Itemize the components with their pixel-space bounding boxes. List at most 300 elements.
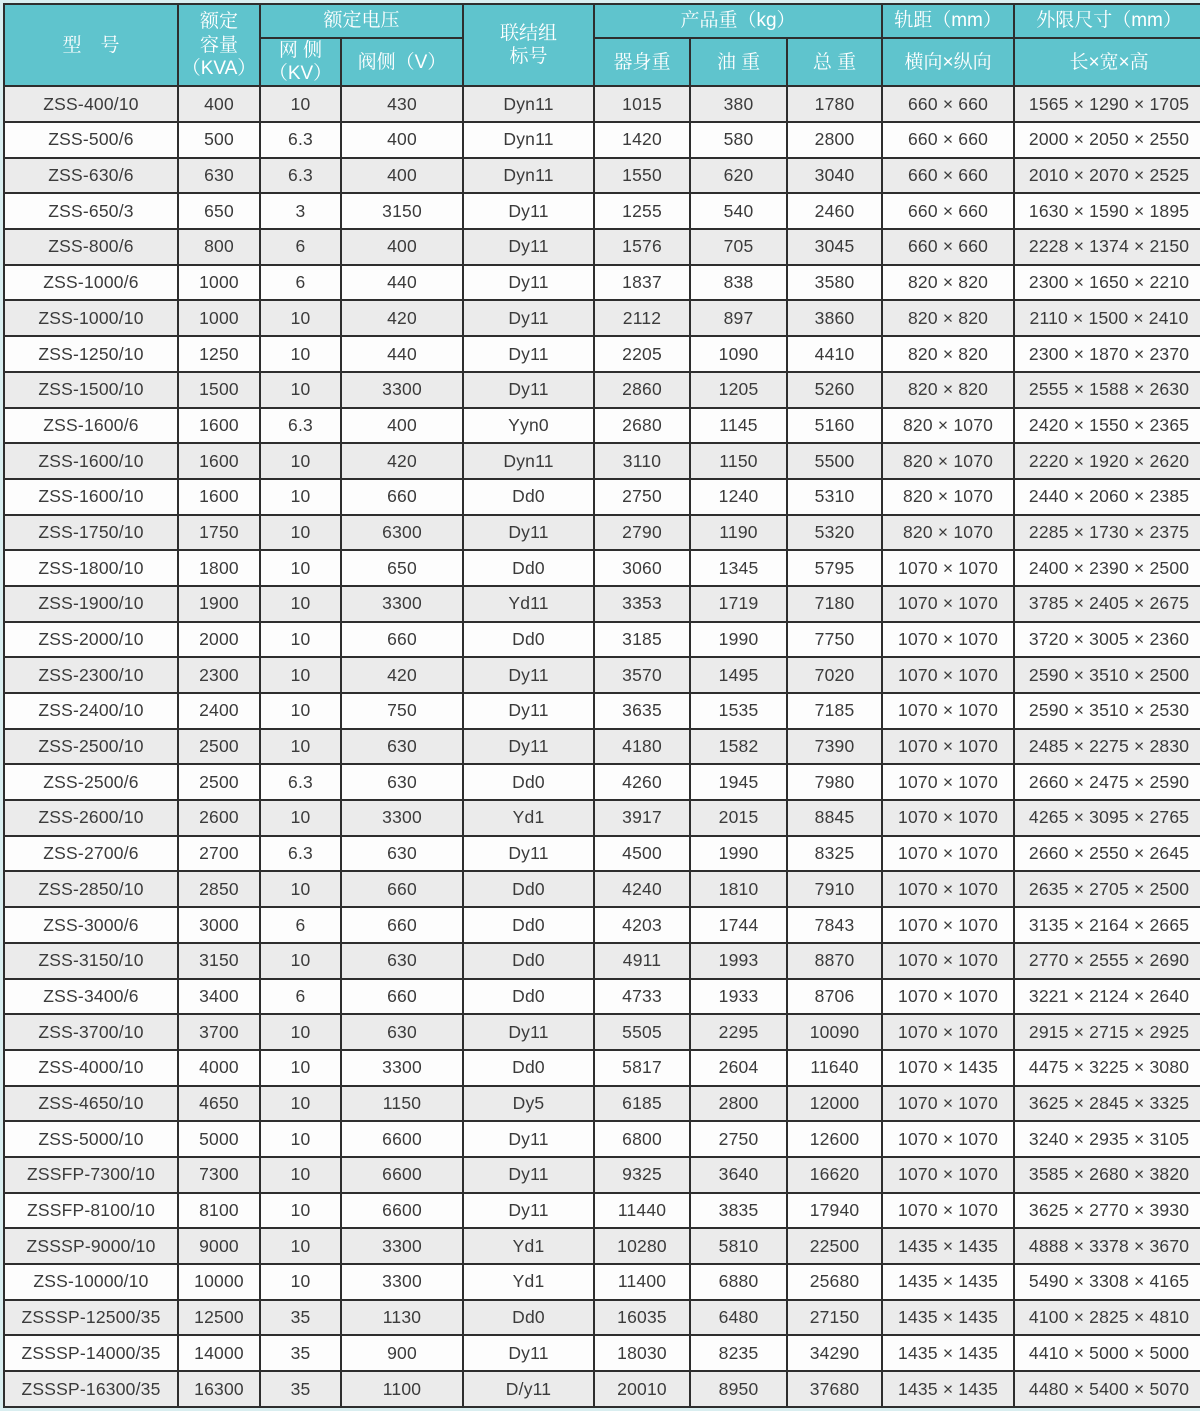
cell-model: ZSS-400/10 — [4, 86, 178, 122]
cell-valve-v: 630 — [341, 1014, 463, 1050]
header-label: 总 重 — [812, 51, 857, 73]
cell-total-kg: 27150 — [787, 1300, 882, 1336]
cell-model: ZSS-1000/6 — [4, 265, 178, 301]
cell-capacity: 4000 — [178, 1050, 260, 1086]
cell-dimensions: 4888 × 3378 × 3670 — [1014, 1228, 1200, 1264]
cell-valve-v: 3300 — [341, 1050, 463, 1086]
cell-total-kg: 8870 — [787, 943, 882, 979]
cell-valve-v: 630 — [341, 729, 463, 765]
cell-oil-kg: 8950 — [690, 1371, 787, 1407]
cell-capacity: 2850 — [178, 871, 260, 907]
cell-capacity: 2500 — [178, 729, 260, 765]
header-label: 额定 — [199, 11, 238, 33]
cell-model: ZSS-4650/10 — [4, 1086, 178, 1122]
cell-valve-v: 400 — [341, 408, 463, 444]
cell-gauge: 1435 × 1435 — [882, 1228, 1014, 1264]
table-row — [4, 1335, 1200, 1371]
cell-total-kg: 7843 — [787, 907, 882, 943]
cell-capacity: 8100 — [178, 1193, 260, 1229]
cell-oil-kg: 1240 — [690, 479, 787, 515]
cell-valve-v: 440 — [341, 336, 463, 372]
header-label: 器身重 — [613, 51, 671, 73]
cell-grid-kv: 10 — [260, 1157, 341, 1193]
cell-valve-v: 430 — [341, 86, 463, 122]
cell-dimensions: 2915 × 2715 × 2925 — [1014, 1014, 1200, 1050]
cell-valve-v: 3300 — [341, 1228, 463, 1264]
cell-grid-kv: 10 — [260, 1014, 341, 1050]
cell-connection: Dd0 — [463, 907, 594, 943]
cell-model: ZSSSP-14000/35 — [4, 1335, 178, 1371]
cell-dimensions: 4475 × 3225 × 3080 — [1014, 1050, 1200, 1086]
cell-model: ZSS-500/6 — [4, 122, 178, 158]
cell-connection: Dd0 — [463, 1050, 594, 1086]
cell-oil-kg: 1150 — [690, 443, 787, 479]
cell-capacity: 1750 — [178, 515, 260, 551]
header-label: 标号 — [509, 46, 548, 68]
cell-gauge: 820 × 820 — [882, 300, 1014, 336]
cell-valve-v: 630 — [341, 764, 463, 800]
cell-capacity: 2600 — [178, 800, 260, 836]
cell-grid-kv: 10 — [260, 372, 341, 408]
cell-model: ZSSFP-8100/10 — [4, 1193, 178, 1229]
cell-model: ZSS-630/6 — [4, 158, 178, 194]
cell-total-kg: 8325 — [787, 836, 882, 872]
cell-model: ZSSSP-16300/35 — [4, 1371, 178, 1407]
cell-total-kg: 5500 — [787, 443, 882, 479]
cell-gauge: 1070 × 1070 — [882, 729, 1014, 765]
cell-model: ZSS-2400/10 — [4, 693, 178, 729]
cell-gauge: 820 × 820 — [882, 336, 1014, 372]
cell-total-kg: 1780 — [787, 86, 882, 122]
cell-grid-kv: 6.3 — [260, 158, 341, 194]
cell-capacity: 3000 — [178, 907, 260, 943]
header-label: 联结组 — [500, 23, 558, 44]
cell-oil-kg: 705 — [690, 229, 787, 265]
cell-capacity: 5000 — [178, 1121, 260, 1157]
cell-body-kg: 1015 — [594, 86, 690, 122]
table-row — [4, 1086, 1200, 1122]
cell-valve-v: 630 — [341, 943, 463, 979]
cell-model: ZSS-2700/6 — [4, 836, 178, 872]
cell-valve-v: 400 — [341, 158, 463, 194]
col-header-rated-voltage — [260, 4, 463, 38]
cell-connection: Dy11 — [463, 336, 594, 372]
cell-valve-v: 400 — [341, 122, 463, 158]
cell-valve-v: 420 — [341, 300, 463, 336]
cell-body-kg: 1255 — [594, 193, 690, 229]
table-header — [4, 4, 1200, 86]
cell-total-kg: 22500 — [787, 1228, 882, 1264]
cell-dimensions: 2485 × 2275 × 2830 — [1014, 729, 1200, 765]
cell-dimensions: 2300 × 1650 × 2210 — [1014, 265, 1200, 301]
cell-capacity: 10000 — [178, 1264, 260, 1300]
cell-valve-v: 630 — [341, 836, 463, 872]
cell-total-kg: 2800 — [787, 122, 882, 158]
cell-body-kg: 2205 — [594, 336, 690, 372]
cell-oil-kg: 1719 — [690, 586, 787, 622]
col-header-oil-weight — [690, 38, 787, 86]
cell-total-kg: 8706 — [787, 979, 882, 1015]
cell-dimensions: 2420 × 1550 × 2365 — [1014, 408, 1200, 444]
cell-body-kg: 4733 — [594, 979, 690, 1015]
cell-gauge: 1070 × 1070 — [882, 943, 1014, 979]
cell-dimensions: 2590 × 3510 × 2500 — [1014, 657, 1200, 693]
cell-valve-v: 660 — [341, 871, 463, 907]
cell-gauge: 820 × 1070 — [882, 515, 1014, 551]
table-row — [4, 836, 1200, 872]
cell-dimensions: 3785 × 2405 × 2675 — [1014, 586, 1200, 622]
cell-gauge: 1435 × 1435 — [882, 1264, 1014, 1300]
cell-connection: Dy11 — [463, 193, 594, 229]
cell-body-kg: 18030 — [594, 1335, 690, 1371]
table-row — [4, 515, 1200, 551]
cell-valve-v: 6600 — [341, 1193, 463, 1229]
cell-model: ZSSSP-12500/35 — [4, 1300, 178, 1336]
cell-total-kg: 7750 — [787, 622, 882, 658]
table-row — [4, 1193, 1200, 1229]
cell-body-kg: 3570 — [594, 657, 690, 693]
cell-gauge: 1435 × 1435 — [882, 1371, 1014, 1407]
cell-gauge: 1070 × 1070 — [882, 586, 1014, 622]
cell-model: ZSS-1900/10 — [4, 586, 178, 622]
cell-valve-v: 660 — [341, 979, 463, 1015]
cell-model: ZSS-4000/10 — [4, 1050, 178, 1086]
cell-gauge: 1070 × 1070 — [882, 1157, 1014, 1193]
cell-body-kg: 2790 — [594, 515, 690, 551]
cell-total-kg: 12600 — [787, 1121, 882, 1157]
cell-total-kg: 5795 — [787, 550, 882, 586]
cell-gauge: 820 × 820 — [882, 265, 1014, 301]
header-label: 网 侧 — [278, 40, 323, 61]
table-row — [4, 372, 1200, 408]
cell-grid-kv: 6 — [260, 979, 341, 1015]
cell-grid-kv: 10 — [260, 1121, 341, 1157]
cell-body-kg: 20010 — [594, 1371, 690, 1407]
table-row — [4, 764, 1200, 800]
cell-oil-kg: 1495 — [690, 657, 787, 693]
cell-dimensions: 3221 × 2124 × 2640 — [1014, 979, 1200, 1015]
cell-capacity: 3700 — [178, 1014, 260, 1050]
table-row — [4, 1157, 1200, 1193]
cell-connection: Dd0 — [463, 1300, 594, 1336]
cell-gauge: 820 × 820 — [882, 372, 1014, 408]
cell-capacity: 650 — [178, 193, 260, 229]
cell-grid-kv: 10 — [260, 586, 341, 622]
cell-gauge: 1070 × 1070 — [882, 1121, 1014, 1157]
cell-grid-kv: 6 — [260, 265, 341, 301]
cell-grid-kv: 3 — [260, 193, 341, 229]
cell-connection: Dy11 — [463, 1335, 594, 1371]
header-label: （KVA） — [181, 57, 257, 79]
cell-body-kg: 3353 — [594, 586, 690, 622]
cell-connection: D/y11 — [463, 1371, 594, 1407]
cell-connection: Dy11 — [463, 265, 594, 301]
cell-body-kg: 4911 — [594, 943, 690, 979]
cell-oil-kg: 1945 — [690, 764, 787, 800]
cell-oil-kg: 8235 — [690, 1335, 787, 1371]
cell-connection: Dyn11 — [463, 443, 594, 479]
cell-body-kg: 3185 — [594, 622, 690, 658]
table-row — [4, 1014, 1200, 1050]
cell-dimensions: 3720 × 3005 × 2360 — [1014, 622, 1200, 658]
cell-gauge: 820 × 1070 — [882, 408, 1014, 444]
cell-total-kg: 3040 — [787, 158, 882, 194]
cell-body-kg: 1837 — [594, 265, 690, 301]
cell-capacity: 3150 — [178, 943, 260, 979]
cell-total-kg: 12000 — [787, 1086, 882, 1122]
cell-grid-kv: 10 — [260, 86, 341, 122]
cell-model: ZSS-650/3 — [4, 193, 178, 229]
cell-oil-kg: 1744 — [690, 907, 787, 943]
cell-grid-kv: 10 — [260, 622, 341, 658]
cell-oil-kg: 540 — [690, 193, 787, 229]
cell-model: ZSS-1600/10 — [4, 443, 178, 479]
cell-grid-kv: 10 — [260, 1193, 341, 1229]
cell-connection: Dy5 — [463, 1086, 594, 1122]
cell-grid-kv: 10 — [260, 871, 341, 907]
cell-oil-kg: 1535 — [690, 693, 787, 729]
table-body — [4, 86, 1200, 1407]
cell-grid-kv: 6.3 — [260, 122, 341, 158]
cell-body-kg: 11400 — [594, 1264, 690, 1300]
cell-capacity: 7300 — [178, 1157, 260, 1193]
cell-model: ZSS-2500/10 — [4, 729, 178, 765]
cell-oil-kg: 3835 — [690, 1193, 787, 1229]
cell-connection: Dyn11 — [463, 86, 594, 122]
cell-total-kg: 7185 — [787, 693, 882, 729]
cell-total-kg: 25680 — [787, 1264, 882, 1300]
cell-body-kg: 5505 — [594, 1014, 690, 1050]
table-row — [4, 622, 1200, 658]
cell-grid-kv: 10 — [260, 515, 341, 551]
cell-capacity: 630 — [178, 158, 260, 194]
cell-connection: Dy11 — [463, 300, 594, 336]
table-row — [4, 871, 1200, 907]
cell-dimensions: 2300 × 1870 × 2370 — [1014, 336, 1200, 372]
cell-grid-kv: 6.3 — [260, 836, 341, 872]
cell-oil-kg: 1933 — [690, 979, 787, 1015]
cell-oil-kg: 1993 — [690, 943, 787, 979]
header-label: 横向×纵向 — [904, 51, 992, 73]
cell-grid-kv: 6 — [260, 907, 341, 943]
cell-connection: Dy11 — [463, 693, 594, 729]
col-header-total-weight — [787, 38, 882, 86]
cell-valve-v: 660 — [341, 479, 463, 515]
table-row — [4, 479, 1200, 515]
cell-model: ZSS-2600/10 — [4, 800, 178, 836]
cell-connection: Dyn11 — [463, 158, 594, 194]
cell-body-kg: 16035 — [594, 1300, 690, 1336]
cell-oil-kg: 1145 — [690, 408, 787, 444]
cell-dimensions: 4265 × 3095 × 2765 — [1014, 800, 1200, 836]
cell-capacity: 1600 — [178, 443, 260, 479]
table-row — [4, 443, 1200, 479]
cell-valve-v: 6600 — [341, 1121, 463, 1157]
cell-connection: Dy11 — [463, 1014, 594, 1050]
cell-oil-kg: 1582 — [690, 729, 787, 765]
cell-oil-kg: 1090 — [690, 336, 787, 372]
cell-grid-kv: 10 — [260, 693, 341, 729]
cell-oil-kg: 2800 — [690, 1086, 787, 1122]
cell-body-kg: 4260 — [594, 764, 690, 800]
cell-dimensions: 3240 × 2935 × 3105 — [1014, 1121, 1200, 1157]
cell-capacity: 800 — [178, 229, 260, 265]
cell-oil-kg: 897 — [690, 300, 787, 336]
cell-connection: Dd0 — [463, 479, 594, 515]
cell-total-kg: 5310 — [787, 479, 882, 515]
cell-gauge: 1070 × 1070 — [882, 622, 1014, 658]
cell-model: ZSS-800/6 — [4, 229, 178, 265]
cell-gauge: 1070 × 1070 — [882, 693, 1014, 729]
cell-gauge: 660 × 660 — [882, 122, 1014, 158]
cell-total-kg: 34290 — [787, 1335, 882, 1371]
cell-gauge: 1070 × 1070 — [882, 550, 1014, 586]
cell-body-kg: 2860 — [594, 372, 690, 408]
cell-dimensions: 2228 × 1374 × 2150 — [1014, 229, 1200, 265]
cell-valve-v: 6600 — [341, 1157, 463, 1193]
cell-oil-kg: 2015 — [690, 800, 787, 836]
cell-oil-kg: 838 — [690, 265, 787, 301]
table-row — [4, 800, 1200, 836]
cell-connection: Dy11 — [463, 729, 594, 765]
cell-dimensions: 1565 × 1290 × 1705 — [1014, 86, 1200, 122]
cell-body-kg: 2112 — [594, 300, 690, 336]
cell-gauge: 1070 × 1070 — [882, 1014, 1014, 1050]
cell-oil-kg: 380 — [690, 86, 787, 122]
cell-total-kg: 3580 — [787, 265, 882, 301]
table-row — [4, 193, 1200, 229]
cell-total-kg: 8845 — [787, 800, 882, 836]
table-row — [4, 300, 1200, 336]
cell-connection: Yd1 — [463, 1228, 594, 1264]
cell-grid-kv: 35 — [260, 1335, 341, 1371]
col-header-outer-dimensions — [1014, 4, 1200, 38]
cell-dimensions: 2220 × 1920 × 2620 — [1014, 443, 1200, 479]
cell-capacity: 1600 — [178, 479, 260, 515]
cell-model: ZSS-1600/10 — [4, 479, 178, 515]
cell-connection: Dy11 — [463, 515, 594, 551]
cell-body-kg: 10280 — [594, 1228, 690, 1264]
cell-valve-v: 400 — [341, 229, 463, 265]
cell-valve-v: 440 — [341, 265, 463, 301]
header-label: 轨距（mm） — [894, 10, 1002, 32]
cell-valve-v: 1100 — [341, 1371, 463, 1407]
cell-body-kg: 6800 — [594, 1121, 690, 1157]
cell-gauge: 1070 × 1435 — [882, 1050, 1014, 1086]
cell-gauge: 1070 × 1070 — [882, 871, 1014, 907]
cell-total-kg: 5260 — [787, 372, 882, 408]
col-header-dimensions-sub — [1014, 38, 1200, 86]
header-label: （KV） — [268, 63, 333, 85]
cell-grid-kv: 35 — [260, 1300, 341, 1336]
cell-dimensions: 2000 × 2050 × 2550 — [1014, 122, 1200, 158]
cell-gauge: 1070 × 1070 — [882, 907, 1014, 943]
cell-oil-kg: 580 — [690, 122, 787, 158]
cell-capacity: 4650 — [178, 1086, 260, 1122]
cell-dimensions: 2770 × 2555 × 2690 — [1014, 943, 1200, 979]
cell-body-kg: 3060 — [594, 550, 690, 586]
cell-model: ZSS-3400/6 — [4, 979, 178, 1015]
cell-connection: Dy11 — [463, 1157, 594, 1193]
cell-valve-v: 420 — [341, 657, 463, 693]
cell-capacity: 16300 — [178, 1371, 260, 1407]
cell-oil-kg: 6880 — [690, 1264, 787, 1300]
cell-connection: Yyn0 — [463, 408, 594, 444]
table-row — [4, 158, 1200, 194]
cell-body-kg: 1420 — [594, 122, 690, 158]
cell-capacity: 1000 — [178, 265, 260, 301]
cell-gauge: 1070 × 1070 — [882, 979, 1014, 1015]
cell-grid-kv: 10 — [260, 800, 341, 836]
cell-capacity: 500 — [178, 122, 260, 158]
cell-model: ZSS-3700/10 — [4, 1014, 178, 1050]
cell-connection: Dd0 — [463, 550, 594, 586]
table-row — [4, 122, 1200, 158]
table-row — [4, 1300, 1200, 1336]
cell-total-kg: 37680 — [787, 1371, 882, 1407]
cell-grid-kv: 10 — [260, 336, 341, 372]
cell-dimensions: 4410 × 5000 × 5000 — [1014, 1335, 1200, 1371]
table-row — [4, 907, 1200, 943]
cell-grid-kv: 10 — [260, 300, 341, 336]
cell-total-kg: 16620 — [787, 1157, 882, 1193]
table-row — [4, 1050, 1200, 1086]
col-header-grid-side — [260, 38, 341, 86]
cell-capacity: 1800 — [178, 550, 260, 586]
header-label: 型 号 — [62, 34, 120, 56]
cell-total-kg: 5320 — [787, 515, 882, 551]
header-label: 油 重 — [716, 51, 761, 73]
table-row — [4, 693, 1200, 729]
table-row — [4, 1264, 1200, 1300]
cell-capacity: 1900 — [178, 586, 260, 622]
cell-body-kg: 9325 — [594, 1157, 690, 1193]
cell-capacity: 2700 — [178, 836, 260, 872]
cell-body-kg: 2750 — [594, 479, 690, 515]
cell-gauge: 820 × 1070 — [882, 479, 1014, 515]
cell-dimensions: 3625 × 2845 × 3325 — [1014, 1086, 1200, 1122]
transformer-spec-table — [3, 3, 1200, 1408]
cell-model: ZSS-2850/10 — [4, 871, 178, 907]
cell-total-kg: 7020 — [787, 657, 882, 693]
cell-total-kg: 4410 — [787, 336, 882, 372]
cell-model: ZSS-1000/10 — [4, 300, 178, 336]
cell-valve-v: 1130 — [341, 1300, 463, 1336]
cell-body-kg: 1550 — [594, 158, 690, 194]
cell-body-kg: 4240 — [594, 871, 690, 907]
cell-valve-v: 1150 — [341, 1086, 463, 1122]
cell-grid-kv: 35 — [260, 1371, 341, 1407]
cell-oil-kg: 5810 — [690, 1228, 787, 1264]
cell-body-kg: 4180 — [594, 729, 690, 765]
cell-valve-v: 660 — [341, 907, 463, 943]
cell-body-kg: 5817 — [594, 1050, 690, 1086]
cell-model: ZSS-10000/10 — [4, 1264, 178, 1300]
cell-dimensions: 2635 × 2705 × 2500 — [1014, 871, 1200, 907]
cell-dimensions: 3625 × 2770 × 3930 — [1014, 1193, 1200, 1229]
header-row-1 — [4, 4, 1200, 38]
cell-oil-kg: 6480 — [690, 1300, 787, 1336]
cell-connection: Dyn11 — [463, 122, 594, 158]
cell-grid-kv: 6.3 — [260, 408, 341, 444]
cell-oil-kg: 2750 — [690, 1121, 787, 1157]
cell-total-kg: 7390 — [787, 729, 882, 765]
cell-gauge: 1435 × 1435 — [882, 1300, 1014, 1336]
cell-oil-kg: 1990 — [690, 836, 787, 872]
cell-dimensions: 2440 × 2060 × 2385 — [1014, 479, 1200, 515]
cell-connection: Yd1 — [463, 1264, 594, 1300]
cell-capacity: 14000 — [178, 1335, 260, 1371]
